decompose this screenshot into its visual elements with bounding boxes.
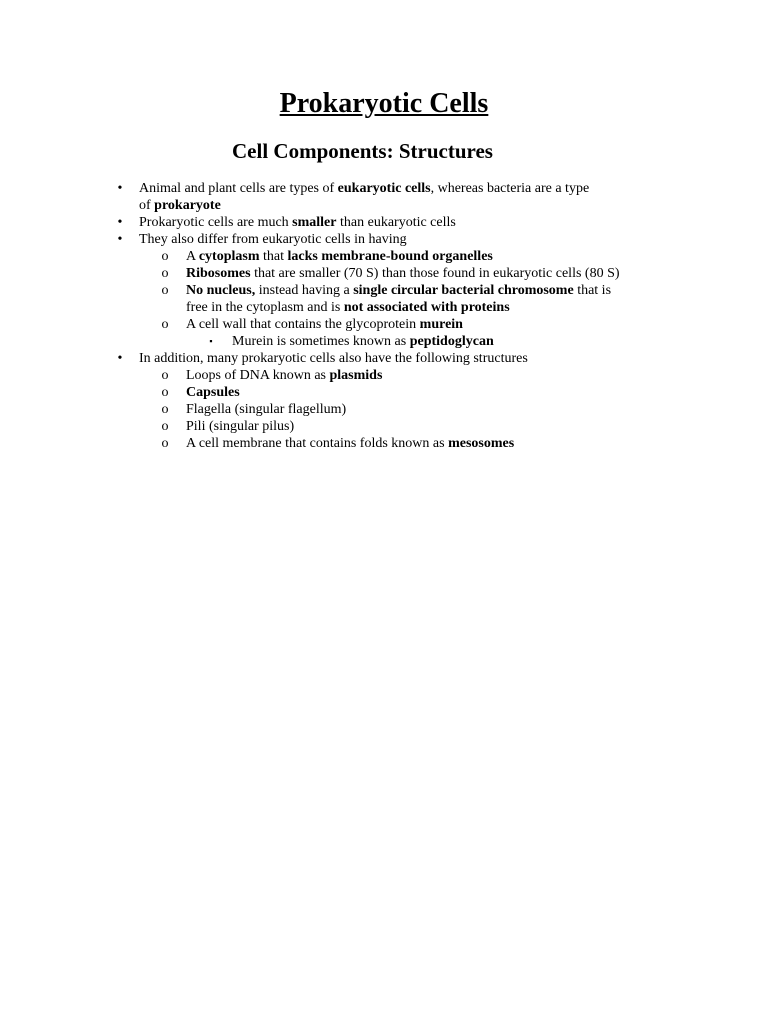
- list-item-text: A cytoplasm that lacks membrane-bound organelles: [186, 249, 493, 264]
- sub-list-item: [0, 282, 768, 299]
- list-item-text: In addition, many prokaryotic cells also have the following structures: [139, 351, 528, 366]
- circle-marker: o: [161, 402, 169, 417]
- sub-list-item: [0, 401, 768, 418]
- sub-list-item: [0, 248, 768, 265]
- sub-list-item: [0, 265, 768, 282]
- list-item: [0, 214, 768, 231]
- circle-marker: o: [161, 283, 169, 298]
- list-item-text: No nucleus, instead having a single circular bacterial chromosome that is: [186, 283, 612, 298]
- list-item-text: Prokaryotic cells are much smaller than eukaryotic cells: [139, 215, 456, 230]
- list-item-text: of prokaryote: [139, 198, 221, 213]
- list-item-text: Murein is sometimes known as peptidoglycan: [232, 334, 494, 349]
- list-item: [0, 350, 768, 367]
- circle-marker: o: [161, 249, 169, 264]
- section-heading: Cell Components: Structures: [232, 139, 493, 163]
- sub-list-item: [0, 367, 768, 384]
- bullet-marker: •: [117, 232, 123, 247]
- list-item-text: Capsules: [186, 385, 240, 400]
- list-item-text: Pili (singular pilus): [186, 419, 295, 434]
- sub-list-item: [0, 384, 768, 401]
- circle-marker: o: [161, 266, 169, 281]
- list-item: [0, 180, 768, 197]
- circle-marker: o: [161, 419, 169, 434]
- list-item-text: A cell wall that contains the glycoprotein murein: [186, 317, 463, 332]
- list-item-text: A cell membrane that contains folds known as mesosomes: [186, 436, 515, 451]
- bullet-marker: •: [117, 181, 123, 196]
- page-title: Prokaryotic Cells: [279, 88, 489, 119]
- list-item-text: Ribosomes that are smaller (70 S) than those found in eukaryotic cells (80 S): [186, 266, 620, 281]
- list-item-continuation: [0, 299, 768, 316]
- circle-marker: o: [161, 368, 169, 383]
- circle-marker: o: [161, 436, 169, 451]
- circle-marker: o: [161, 317, 169, 332]
- square-marker: ▪: [209, 336, 213, 346]
- list-item: [0, 231, 768, 248]
- list-item-text: free in the cytoplasm and is not associated with proteins: [186, 300, 510, 315]
- circle-marker: o: [161, 385, 169, 400]
- list-item-text: They also differ from eukaryotic cells in having: [139, 232, 407, 247]
- bullet-marker: •: [117, 215, 123, 230]
- sub-sub-list-item: [0, 333, 768, 350]
- sub-list-item: [0, 418, 768, 435]
- list-item-text: Flagella (singular flagellum): [186, 402, 347, 417]
- sub-list-item: [0, 316, 768, 333]
- list-item-text: Loops of DNA known as plasmids: [186, 368, 383, 383]
- bullet-marker: •: [117, 351, 123, 366]
- list-item-text: Animal and plant cells are types of eukaryotic cells, whereas bacteria are a type: [139, 181, 590, 196]
- sub-list-item: [0, 435, 768, 452]
- bullet-list: [0, 180, 768, 452]
- list-item-continuation: [0, 197, 768, 214]
